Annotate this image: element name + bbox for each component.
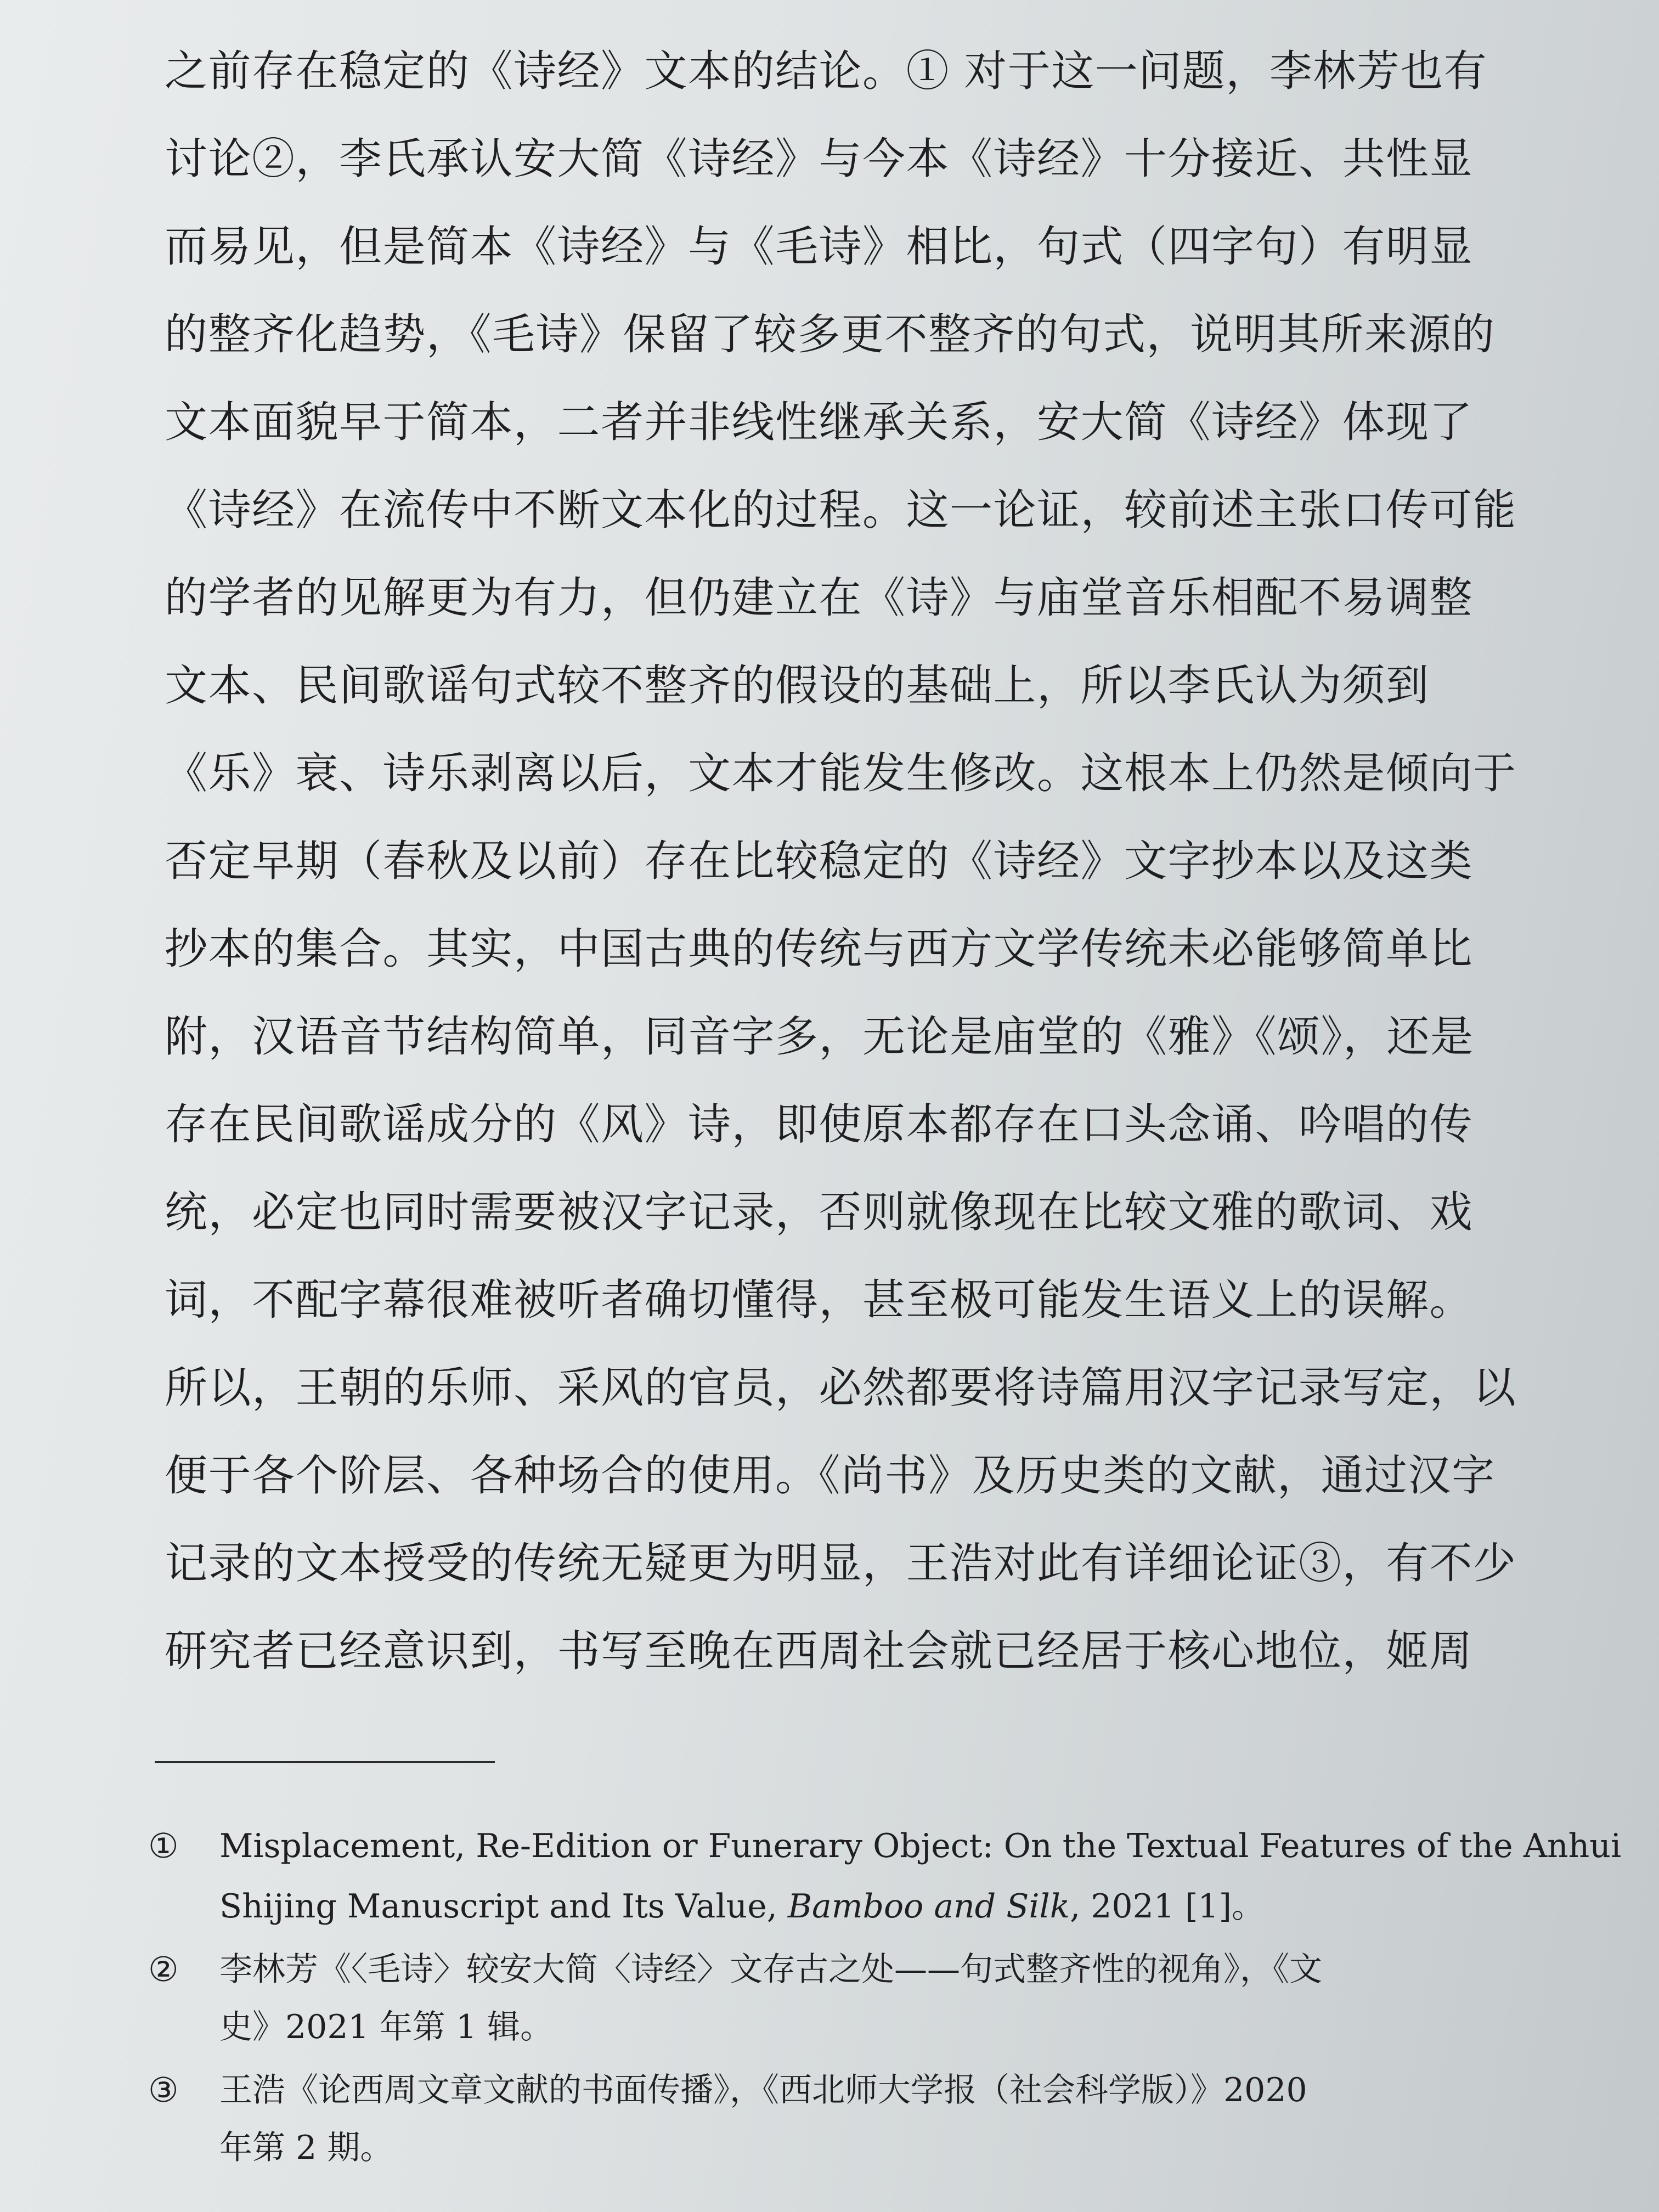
body-line: 之前存在稳定的《诗经》文本的结论。① 对于这一问题，李林芳也有 xyxy=(165,47,1488,96)
footnote-text: Shijing Manuscript and Its Value, xyxy=(219,1887,788,1926)
footnote-text: 史》2021 年第 1 辑。 xyxy=(219,2008,554,2046)
footnote-divider xyxy=(155,1761,495,1763)
journal-title: Bamboo and Silk xyxy=(787,1887,1070,1926)
footnote-mark: ② xyxy=(148,1949,179,1989)
body-line: 研究者已经意识到，书写至晚在西周社会就已经居于核心地位，姬周 xyxy=(165,1627,1474,1676)
body-line: 附，汉语音节结构简单，同音字多，无论是庙堂的《雅》《颂》，还是 xyxy=(165,1012,1474,1062)
footnote-text: , 2021 [1]。 xyxy=(1070,1887,1265,1926)
body-line: 文本面貌早于简本，二者并非线性继承关系，安大简《诗经》体现了 xyxy=(165,398,1474,447)
footnote-text: 李林芳《〈毛诗〉较安大简〈诗经〉文存古之处——句式整齐性的视角》，《文 xyxy=(219,1950,1322,1989)
body-line: 便于各个阶层、各种场合的使用。《尚书》及历史类的文献，通过汉字 xyxy=(165,1451,1496,1500)
body-line: 统，必定也同时需要被汉字记录，否则就像现在比较文雅的歌词、戏 xyxy=(165,1188,1474,1237)
body-line: 抄本的集合。其实，中国古典的传统与西方文学传统未必能够简单比 xyxy=(165,924,1474,974)
body-line: 所以，王朝的乐师、采风的官员，必然都要将诗篇用汉字记录写定，以 xyxy=(165,1363,1517,1413)
footnote-mark: ① xyxy=(148,1826,179,1866)
body-line: 文本、民间歌谣句式较不整齐的假设的基础上，所以李氏认为须到 xyxy=(165,661,1430,710)
body-line: 记录的文本授受的传统无疑更为明显，王浩对此有详细论证③，有不少 xyxy=(165,1539,1517,1588)
footnote-text: Misplacement, Re-Edition or Funerary Object: On the Textual Features of the Anhui xyxy=(219,1827,1622,1865)
body-line: 存在民间歌谣成分的《风》诗，即使原本都存在口头念诵、吟唱的传 xyxy=(165,1100,1474,1149)
body-line: 词，不配字幕很难被听者确切懂得，甚至极可能发生语义上的误解。 xyxy=(165,1276,1474,1325)
body-line: 《乐》衰、诗乐剥离以后，文本才能发生修改。这根本上仍然是倾向于 xyxy=(165,749,1517,798)
body-line: 《诗经》在流传中不断文本化的过程。这一论证，较前述主张口传可能 xyxy=(165,486,1517,535)
footnote-mark: ③ xyxy=(148,2070,179,2110)
body-line: 讨论②，李氏承认安大简《诗经》与今本《诗经》十分接近、共性显 xyxy=(165,134,1474,184)
footnote-text: 年第 2 期。 xyxy=(219,2129,393,2167)
body-line: 而易见，但是简本《诗经》与《毛诗》相比，句式（四字句）有明显 xyxy=(165,222,1474,272)
footnote-text: 王浩《论西周文章文献的书面传播》，《西北师大学报（社会科学版）》2020 xyxy=(219,2071,1307,2109)
body-line: 否定早期（春秋及以前）存在比较稳定的《诗经》文字抄本以及这类 xyxy=(165,837,1474,886)
body-line: 的整齐化趋势，《毛诗》保留了较多更不整齐的句式，说明其所来源的 xyxy=(165,310,1496,359)
body-line: 的学者的见解更为有力，但仍建立在《诗》与庙堂音乐相配不易调整 xyxy=(165,573,1474,623)
footnote-text-line2 xyxy=(219,1879,1265,1934)
